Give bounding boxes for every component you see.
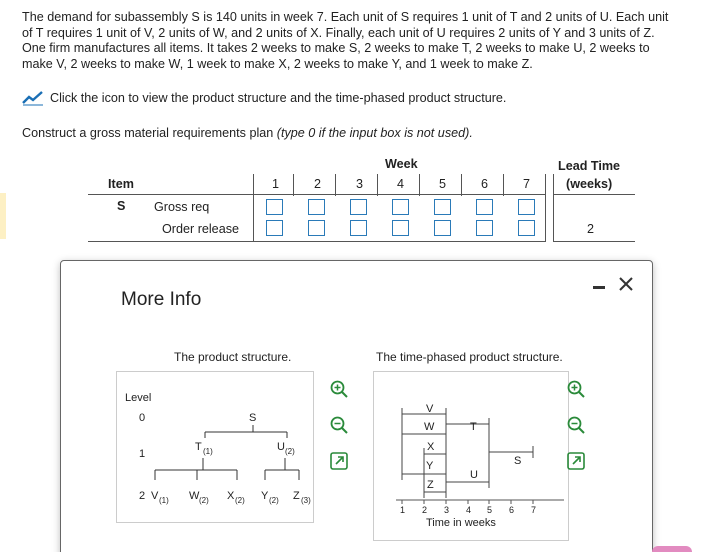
view-structure-link[interactable] xyxy=(22,90,506,106)
lead-time-header-unit: (weeks) xyxy=(566,177,613,191)
tree-node-y-qty: (2) xyxy=(269,496,279,505)
timeline-label-w: W xyxy=(424,421,435,433)
order-release-week-4-input[interactable] xyxy=(392,220,409,236)
week-header: Week xyxy=(385,157,418,171)
order-release-week-5-input[interactable] xyxy=(434,220,451,236)
header-divider xyxy=(88,194,545,195)
order-release-week-2-input[interactable] xyxy=(308,220,325,236)
zoom-out-icon[interactable] xyxy=(329,415,349,435)
problem-line: of T requires 1 unit of V, 2 units of W, and 2 units of X. Finally, each unit of U requires 2 units of Y and 3 units of Z. xyxy=(22,25,655,40)
column-divider xyxy=(419,174,420,196)
gross-req-week-7-input[interactable] xyxy=(518,199,535,215)
help-tab[interactable] xyxy=(652,546,692,552)
gross-req-week-4-input[interactable] xyxy=(392,199,409,215)
week-2-label: 2 xyxy=(314,177,322,191)
timeline-label-y: Y xyxy=(426,460,434,472)
tick-label: 4 xyxy=(466,505,472,515)
zoom-in-icon[interactable] xyxy=(566,379,586,399)
item-header: Item xyxy=(108,177,134,191)
time-axis-label: Time in weeks xyxy=(426,517,496,529)
timeline-label-s: S xyxy=(514,455,522,467)
order-release-label: Order release xyxy=(162,222,239,236)
tree-node-t: T xyxy=(195,441,202,453)
timeline-label-x: X xyxy=(427,441,435,453)
tick-label: 7 xyxy=(531,505,537,515)
order-release-week-7-input[interactable] xyxy=(518,220,535,236)
table-bottom-border xyxy=(88,241,545,242)
gross-req-week-2-input[interactable] xyxy=(308,199,325,215)
minimize-button[interactable] xyxy=(589,276,611,298)
time-phased-caption: The time-phased product structure. xyxy=(376,350,563,364)
lead-time-header: Lead Time xyxy=(558,159,621,173)
mrp-table xyxy=(0,155,703,245)
gross-req-week-6-input[interactable] xyxy=(476,199,493,215)
instruction xyxy=(22,126,473,140)
product-structure-tree xyxy=(117,372,315,524)
gross-req-week-1-input[interactable] xyxy=(266,199,283,215)
instruction-main: Construct a gross material requirements plan xyxy=(22,126,274,140)
week-4-label: 4 xyxy=(397,177,405,191)
week-6-label: 6 xyxy=(481,177,489,191)
problem-statement xyxy=(22,10,694,72)
table-bottom-border xyxy=(553,241,635,242)
close-icon[interactable] xyxy=(615,273,637,295)
more-info-dialog xyxy=(60,260,653,552)
column-divider xyxy=(335,174,336,196)
timeline-label-t: T xyxy=(470,421,477,433)
timeline-label-v: V xyxy=(426,403,434,415)
tree-node-y: Y xyxy=(261,490,269,502)
column-divider xyxy=(503,174,504,196)
timeline-label-u: U xyxy=(470,469,478,481)
tick-label: 1 xyxy=(400,505,406,515)
instruction-hint: (type 0 if the input box is not used). xyxy=(276,126,473,140)
column-divider xyxy=(293,174,294,196)
tree-node-v: V xyxy=(151,490,159,502)
problem-line: The demand for subassembly S is 140 units in week 7. Each unit of S requires 1 unit of T and 2 units of U. Each unit xyxy=(22,10,669,24)
time-phased-figure xyxy=(373,371,569,541)
week-5-label: 5 xyxy=(439,177,447,191)
header-divider xyxy=(553,194,635,195)
tree-node-z: Z xyxy=(293,490,300,502)
column-divider xyxy=(377,174,378,196)
tick-label: 5 xyxy=(487,505,493,515)
time-phased-chart xyxy=(374,372,570,542)
zoom-out-icon[interactable] xyxy=(566,415,586,435)
tick-label: 6 xyxy=(509,505,515,515)
order-release-week-6-input[interactable] xyxy=(476,220,493,236)
tree-node-u-qty: (2) xyxy=(285,447,295,456)
product-structure-caption: The product structure. xyxy=(174,350,292,364)
column-divider xyxy=(461,174,462,196)
tick-label: 3 xyxy=(444,505,450,515)
tree-node-t-qty: (1) xyxy=(203,447,213,456)
order-release-week-1-input[interactable] xyxy=(266,220,283,236)
item-s-label: S xyxy=(117,199,126,213)
order-release-week-3-input[interactable] xyxy=(350,220,367,236)
problem-line: make V, 2 weeks to make W, 1 week to make X, 2 weeks to make Y, and 1 week to make Z. xyxy=(22,56,533,71)
column-divider xyxy=(545,174,546,242)
tree-node-u: U xyxy=(277,441,285,453)
tree-node-x: X xyxy=(227,490,235,502)
week-7-label: 7 xyxy=(523,177,531,191)
tree-node-s: S xyxy=(249,412,257,424)
week-3-label: 3 xyxy=(356,177,364,191)
problem-line: One firm manufactures all items. It takes 2 weeks to make S, 2 weeks to make T, 2 weeks to make U, 2 weeks to xyxy=(22,41,650,56)
column-divider xyxy=(253,174,254,242)
level-2-label: 2 xyxy=(139,490,146,502)
column-divider xyxy=(553,174,554,242)
expand-icon[interactable] xyxy=(566,451,586,471)
tree-node-w: W xyxy=(189,490,200,502)
tree-node-x-qty: (2) xyxy=(235,496,245,505)
timeline-label-z: Z xyxy=(427,479,434,491)
product-structure-figure xyxy=(116,371,314,523)
level-0-label: 0 xyxy=(139,412,146,424)
level-label: Level xyxy=(125,392,152,404)
tree-node-v-qty: (1) xyxy=(159,496,169,505)
zoom-in-icon[interactable] xyxy=(329,379,349,399)
dialog-title: More Info xyxy=(121,289,202,310)
lead-time-value: 2 xyxy=(587,222,595,236)
tree-node-w-qty: (2) xyxy=(199,496,209,505)
expand-icon[interactable] xyxy=(329,451,349,471)
gross-req-label: Gross req xyxy=(154,200,210,214)
view-structure-link-text[interactable]: Click the icon to view the product structure and the time-phased product structure. xyxy=(50,91,507,105)
gross-req-week-5-input[interactable] xyxy=(434,199,451,215)
gross-req-week-3-input[interactable] xyxy=(350,199,367,215)
tree-node-z-qty: (3) xyxy=(301,496,311,505)
week-1-label: 1 xyxy=(272,177,280,191)
chart-trend-icon[interactable] xyxy=(22,90,44,106)
level-1-label: 1 xyxy=(139,448,146,460)
tick-label: 2 xyxy=(422,505,428,515)
